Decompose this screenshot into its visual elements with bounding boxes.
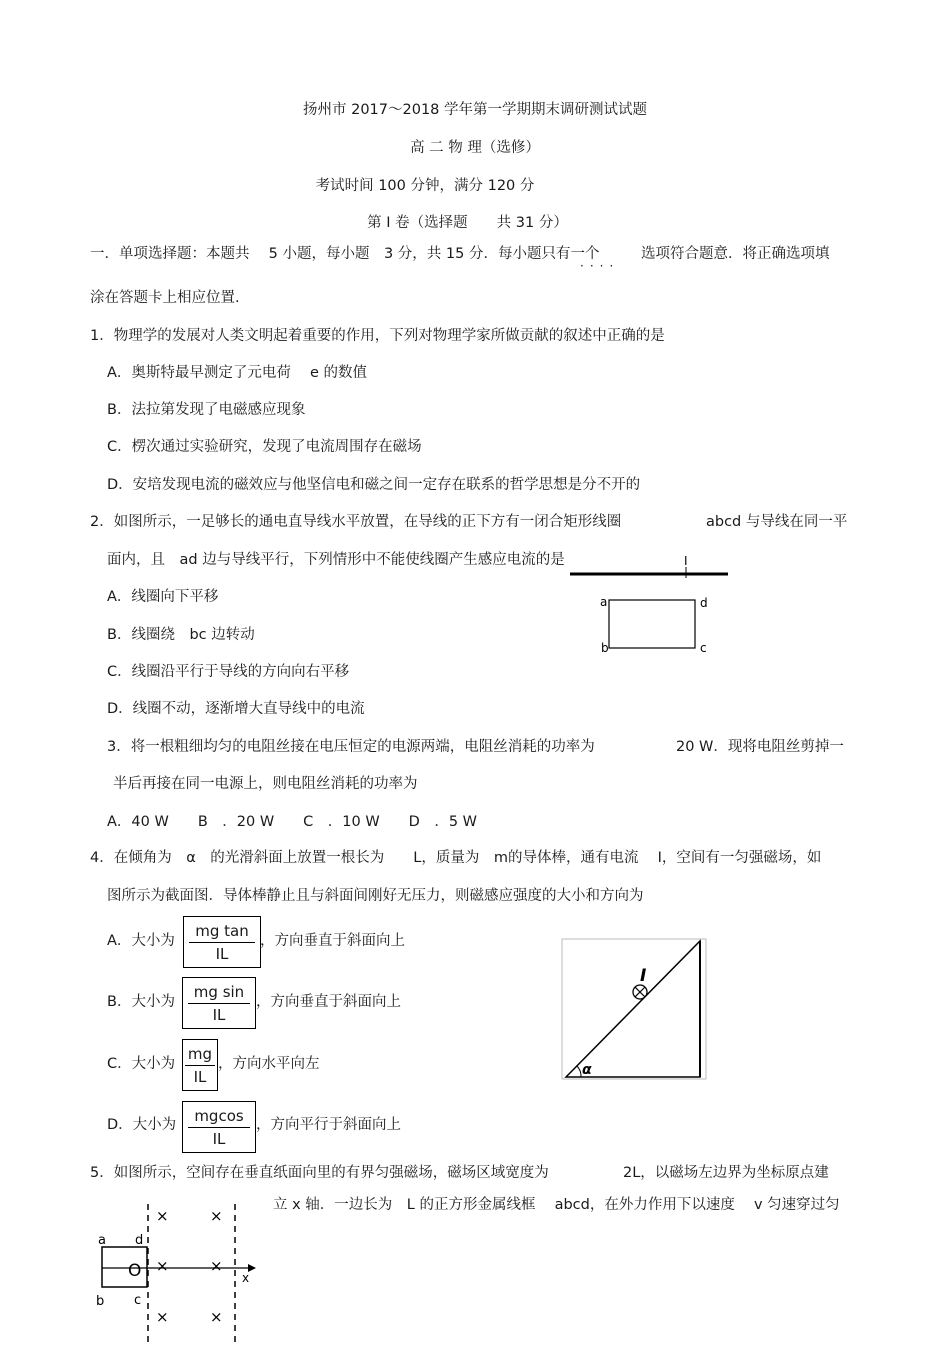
q4-a-numerator: mg tan [195,921,249,940]
corner-c: c [700,641,707,655]
field-cross: × [156,1207,169,1225]
q4-stem-b: 图所示为截面图．导体棒静止且与斜面间刚好无压力，则磁感应强度的大小和方向为 [107,888,644,904]
q2-option-a: A．线圈向下平移 [107,589,219,605]
subject-title: 高 二 物 理（选修） [410,140,540,156]
q5-stem-b: 2L，以磁场左边界为坐标原点建 [623,1165,829,1181]
fraction-bar [188,1003,250,1004]
q3-stem-c: 半后再接在同一电源上，则电阻丝消耗的功率为 [113,776,418,792]
section-intro-c: 涂在答题卡上相应位置. [90,290,240,306]
q4-option-c-direction: ，方向水平向左 [218,1056,320,1072]
origin-label: O [128,1261,142,1281]
q4-option-b-fraction [182,977,256,1029]
q1-option-a: A．奥斯特最早测定了元电荷 e 的数值 [107,365,368,381]
corner-d: d [700,596,708,610]
q4-option-c-fraction [182,1039,218,1091]
q4-b-denominator: IL [212,1005,226,1024]
exam-title: 扬州市 2017～2018 学年第一学期期末调研测试试题 [302,102,648,118]
q4-d-numerator: mgcos [194,1106,244,1125]
corner-c: c [134,1293,142,1308]
q1-option-b: B．法拉第发现了电磁感应现象 [107,402,306,418]
q3-options: A．40 W B ．20 W C ．10 W D ．5 W [107,814,478,830]
q2-stem-b: abcd 与导线在同一平 [706,514,848,530]
q4-option-d-direction: ，方向平行于斜面向上 [256,1117,401,1133]
field-cross: × [210,1308,223,1326]
fraction-bar [188,1127,250,1128]
angle-label: α [582,1062,592,1078]
q2-option-d: D．线圈不动，逐渐增大直导线中的电流 [107,701,365,717]
q2-stem-c: 面内，且 ad 边与导线平行，下列情形中不能使线圈产生感应电流的是 [107,552,565,568]
q1-option-d: D．安培发现电流的磁效应与他坚信电和磁之间一定存在联系的哲学思想是分不开的 [107,477,641,493]
exam-info: 考试时间 100 分钟，满分 120 分 [315,178,535,194]
field-cross: × [210,1207,223,1225]
corner-b: b [96,1294,105,1309]
q4-c-denominator: IL [193,1067,207,1086]
angle-arc [577,1066,581,1077]
corner-b: b [601,641,609,655]
field-cross: × [156,1257,169,1275]
incline-triangle [566,941,700,1077]
q4-option-d-fraction [182,1101,256,1153]
q4-figure [560,937,712,1083]
emphasis-dots: ···· [580,259,620,273]
fraction-bar [185,1065,214,1066]
wire-label: I [684,554,688,568]
section-intro-b: 选项符合题意．将正确选项填 [641,246,830,262]
q4-d-denominator: IL [212,1129,226,1148]
q5-stem-a: 5．如图所示，空间存在垂直纸面向里的有界匀强磁场，磁场区域宽度为 [90,1165,549,1181]
q4-b-numerator: mg sin [193,982,245,1001]
corner-a: a [600,595,608,609]
coil-abcd [609,600,695,648]
q1-option-c: C．楞次通过实验研究，发现了电流周围存在磁场 [107,439,422,455]
q2-stem-a: 2．如图所示，一足够长的通电直导线水平放置，在导线的正下方有一闭合矩形线圈 [90,514,622,530]
q4-stem-a: 4．在倾角为 α 的光滑斜面上放置一根长为 L，质量为 m的导体棒，通有电流 I，空间有一匀强磁场，如 [90,850,822,866]
section-title: 第 I 卷（选择题 共 31 分） [367,215,568,231]
q2-option-b: B．线圈绕 bc 边转动 [107,627,255,643]
q5-stem-c: 立 x 轴．一边长为 L 的正方形金属线框 abcd，在外力作用下以速度 v 匀速穿过匀 [273,1197,840,1213]
q4-option-c-label: C．大小为 [107,1056,176,1072]
q4-a-denominator: IL [215,944,229,963]
corner-d: d [135,1233,144,1248]
q4-c-numerator: mg [187,1044,213,1063]
q4-option-b-direction: ，方向垂直于斜面向上 [256,994,401,1010]
field-cross: × [210,1257,223,1275]
q4-option-d-label: D．大小为 [107,1117,177,1133]
x-axis-arrow [248,1264,256,1272]
field-cross: × [156,1308,169,1326]
q4-option-a-label: A．大小为 [107,933,175,949]
q2-figure [565,552,735,657]
q3-stem-b: 20 W．现将电阻丝剪掉一 [676,739,844,755]
q5-figure [90,1200,270,1346]
fraction-bar [189,942,254,943]
q4-option-a-fraction [183,916,261,968]
x-axis-label: x [242,1271,250,1285]
corner-a: a [98,1233,106,1248]
section-intro-a: 一．单项选择题：本题共 5 小题，每小题 3 分，共 15 分．每小题只有一个 [90,246,600,262]
current-label: I [640,966,647,986]
q2-option-c: C．线圈沿平行于导线的方向向右平移 [107,664,350,680]
q3-stem-a: 3．将一根粗细均匀的电阻丝接在电压恒定的电源两端，电阻丝消耗的功率为 [107,739,595,755]
q4-option-b-label: B．大小为 [107,994,175,1010]
q4-option-a-direction: ，方向垂直于斜面向上 [260,933,405,949]
q1-stem: 1．物理学的发展对人类文明起着重要的作用，下列对物理学家所做贡献的叙述中正确的是 [90,328,665,344]
